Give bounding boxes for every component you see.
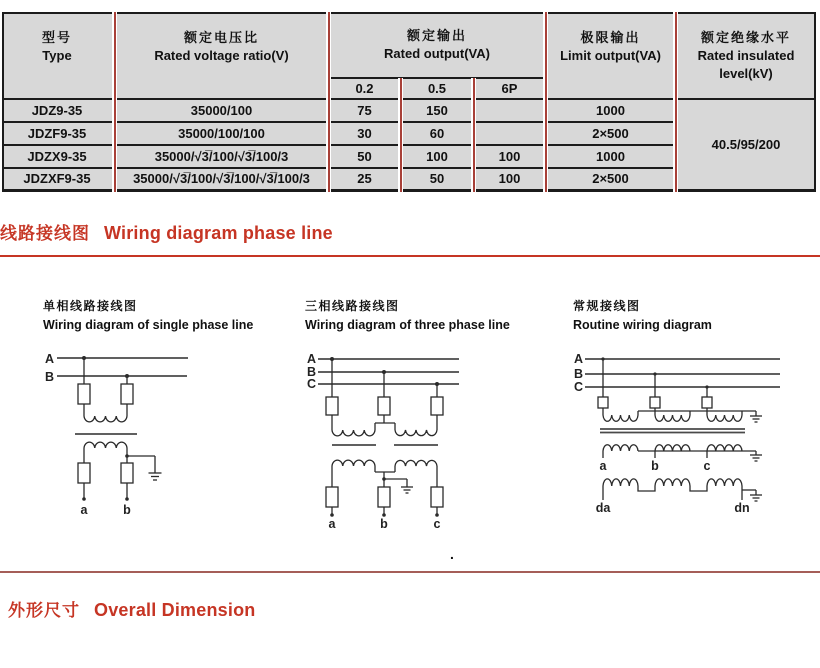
primary-circuit bbox=[78, 358, 133, 422]
column-divider-red-line bbox=[675, 12, 677, 192]
label-three-phase-zh: 三相线路接线图 bbox=[305, 299, 400, 313]
phase-label-A: A bbox=[44, 352, 54, 366]
tertiary-winding bbox=[603, 479, 638, 486]
header-limit bbox=[548, 16, 673, 78]
three-phase-wiring-diagram bbox=[300, 348, 475, 533]
fuse bbox=[78, 384, 90, 404]
bus-lines bbox=[57, 358, 188, 376]
section-dimension-en: Overall Dimension bbox=[94, 600, 256, 620]
phase-label-B: B bbox=[306, 365, 316, 379]
tertiary-circuit bbox=[603, 479, 762, 501]
terminal-label-b: b bbox=[123, 503, 131, 517]
label-three-phase bbox=[305, 297, 510, 335]
fuse bbox=[598, 397, 608, 408]
primary-winding bbox=[84, 416, 127, 422]
terminal-label-dn: dn bbox=[734, 501, 750, 515]
header-type-zh: 型号 bbox=[41, 30, 72, 45]
cell-type: JDZ9-35 bbox=[31, 102, 83, 118]
primary-winding bbox=[603, 415, 638, 421]
primary-winding bbox=[332, 430, 375, 436]
column-divider-red-line bbox=[545, 12, 547, 192]
terminal-label-b: b bbox=[651, 459, 659, 473]
header-insulation-en2: level(kV) bbox=[719, 66, 773, 81]
cell-output-0.5: 60 bbox=[429, 125, 445, 141]
cell-output-0.2: 75 bbox=[357, 102, 372, 118]
label-three-phase-en: Wiring diagram of three phase line bbox=[305, 318, 510, 332]
cell-insulation-level: 40.5/95/200 bbox=[711, 136, 781, 152]
header-ratio-zh: 额定电压比 bbox=[183, 30, 259, 45]
primary-winding bbox=[655, 415, 690, 421]
header-output-zh: 额定输出 bbox=[406, 28, 467, 43]
cell-output-6P: 100 bbox=[498, 148, 521, 164]
terminal-label-a: a bbox=[328, 517, 336, 531]
cell-ratio: 35000/100 bbox=[190, 102, 253, 118]
header-output-6P: 6P bbox=[501, 81, 518, 96]
terminal-label-a: a bbox=[80, 503, 88, 517]
secondary-circuit bbox=[326, 460, 443, 515]
cell-output-0.2: 50 bbox=[357, 148, 372, 164]
cell-output-0.2: 30 bbox=[357, 125, 372, 141]
column-divider-red-line bbox=[114, 12, 116, 192]
phase-label-A: A bbox=[573, 352, 583, 366]
column-divider-red-line bbox=[328, 12, 330, 192]
fuse bbox=[702, 397, 712, 408]
step-connector bbox=[638, 486, 655, 491]
cell-output-6P bbox=[476, 122, 543, 144]
phase-label-C: C bbox=[573, 380, 583, 394]
red-rule-bottom bbox=[0, 571, 820, 573]
cell-ratio: 35000/√3̅/100/√3̅/100/3 bbox=[154, 148, 289, 164]
junction-dots bbox=[82, 356, 129, 501]
secondary-winding bbox=[655, 445, 690, 451]
red-rule-top bbox=[0, 255, 820, 257]
bus-lines bbox=[585, 359, 780, 387]
cell-output-0.2: 25 bbox=[357, 171, 372, 186]
table-border-bottom bbox=[2, 189, 816, 192]
header-output-en: Rated output(VA) bbox=[384, 46, 490, 61]
fuse bbox=[378, 397, 390, 415]
header-type-en: Type bbox=[42, 48, 72, 63]
secondary-winding bbox=[395, 460, 437, 466]
section-dimension-zh: 外形尺寸 bbox=[8, 601, 80, 620]
cell-limit: 2×500 bbox=[592, 125, 629, 141]
label-routine bbox=[573, 297, 712, 335]
terminal-label-a: a bbox=[599, 459, 607, 473]
header-limit-en: Limit output(VA) bbox=[560, 48, 661, 63]
step-connector bbox=[690, 486, 707, 491]
stray-period: . bbox=[450, 546, 454, 562]
fuse bbox=[326, 397, 338, 415]
subcolumn-divider-red-line bbox=[473, 78, 475, 192]
phase-label-B: B bbox=[44, 370, 54, 384]
section-wiring-zh: 线路接线图 bbox=[0, 224, 90, 243]
fuse bbox=[431, 397, 443, 415]
cell-ratio: 35000/√3̅/100/√3̅/100/√3̅/100/3 bbox=[133, 171, 310, 186]
secondary-winding bbox=[707, 445, 742, 451]
section-wiring-en: Wiring diagram phase line bbox=[104, 223, 333, 243]
fuse bbox=[378, 487, 390, 507]
cell-output-6P: 100 bbox=[498, 171, 521, 186]
header-output-0.2: 0.2 bbox=[355, 81, 374, 96]
secondary-circuit bbox=[78, 442, 162, 499]
cell-limit: 1000 bbox=[596, 102, 625, 118]
label-single-phase bbox=[43, 297, 253, 335]
fuse bbox=[121, 384, 133, 404]
header-insulation bbox=[678, 16, 814, 96]
header-insulation-en1: Rated insulated bbox=[697, 48, 795, 63]
section-header-dimension bbox=[8, 596, 255, 621]
cell-output-0.5: 150 bbox=[426, 102, 448, 118]
terminal-label-c: c bbox=[433, 517, 441, 531]
fuse bbox=[78, 463, 90, 483]
label-single-phase-zh: 单相线路接线图 bbox=[43, 299, 138, 313]
section-header-wiring bbox=[0, 219, 333, 244]
core bbox=[600, 429, 745, 433]
fuse bbox=[650, 397, 660, 408]
cell-ratio: 35000/100/100 bbox=[178, 125, 265, 141]
header-output bbox=[331, 14, 543, 76]
cell-output-0.5: 50 bbox=[429, 171, 445, 186]
secondary-winding bbox=[603, 445, 638, 451]
fuse bbox=[121, 463, 133, 483]
header-insulation-zh: 额定绝缘水平 bbox=[700, 30, 791, 45]
phase-label-C: C bbox=[306, 377, 316, 391]
routine-wiring-diagram bbox=[565, 348, 810, 518]
terminal-label-c: c bbox=[703, 459, 711, 473]
cell-output-0.5: 100 bbox=[426, 148, 448, 164]
header-output-0.5: 0.5 bbox=[427, 81, 447, 96]
cell-type: JDZF9-35 bbox=[27, 125, 87, 141]
label-routine-en: Routine wiring diagram bbox=[573, 318, 712, 332]
secondary-winding bbox=[84, 442, 127, 448]
fuse bbox=[431, 487, 443, 507]
cell-limit: 2×500 bbox=[592, 171, 629, 186]
terminal-label-da: da bbox=[595, 501, 611, 515]
spec-table bbox=[2, 12, 816, 192]
table-border-right bbox=[814, 12, 816, 192]
header-ratio bbox=[117, 16, 326, 78]
header-type bbox=[2, 16, 112, 78]
primary-circuit bbox=[598, 359, 762, 422]
cell-output-6P bbox=[476, 99, 543, 121]
primary-winding bbox=[707, 415, 742, 421]
primary-winding bbox=[395, 430, 437, 436]
bus-lines bbox=[318, 359, 459, 384]
tertiary-winding bbox=[655, 479, 690, 486]
single-phase-wiring-diagram bbox=[20, 348, 270, 523]
label-single-phase-en: Wiring diagram of single phase line bbox=[43, 318, 254, 332]
tertiary-winding bbox=[707, 479, 742, 486]
cell-type: JDZXF9-35 bbox=[23, 171, 91, 186]
phase-label-B: B bbox=[573, 367, 583, 381]
subcolumn-divider-red-line bbox=[400, 78, 402, 192]
secondary-circuit bbox=[603, 445, 762, 461]
phase-label-A: A bbox=[306, 352, 316, 366]
cell-limit: 1000 bbox=[596, 148, 625, 164]
header-limit-zh: 极限输出 bbox=[580, 30, 641, 45]
secondary-winding bbox=[332, 460, 375, 466]
terminal-label-b: b bbox=[380, 517, 388, 531]
fuse bbox=[326, 487, 338, 507]
header-ratio-en: Rated voltage ratio(V) bbox=[154, 48, 289, 63]
cell-type: JDZX9-35 bbox=[27, 148, 87, 164]
label-routine-zh: 常规接线图 bbox=[573, 299, 641, 313]
